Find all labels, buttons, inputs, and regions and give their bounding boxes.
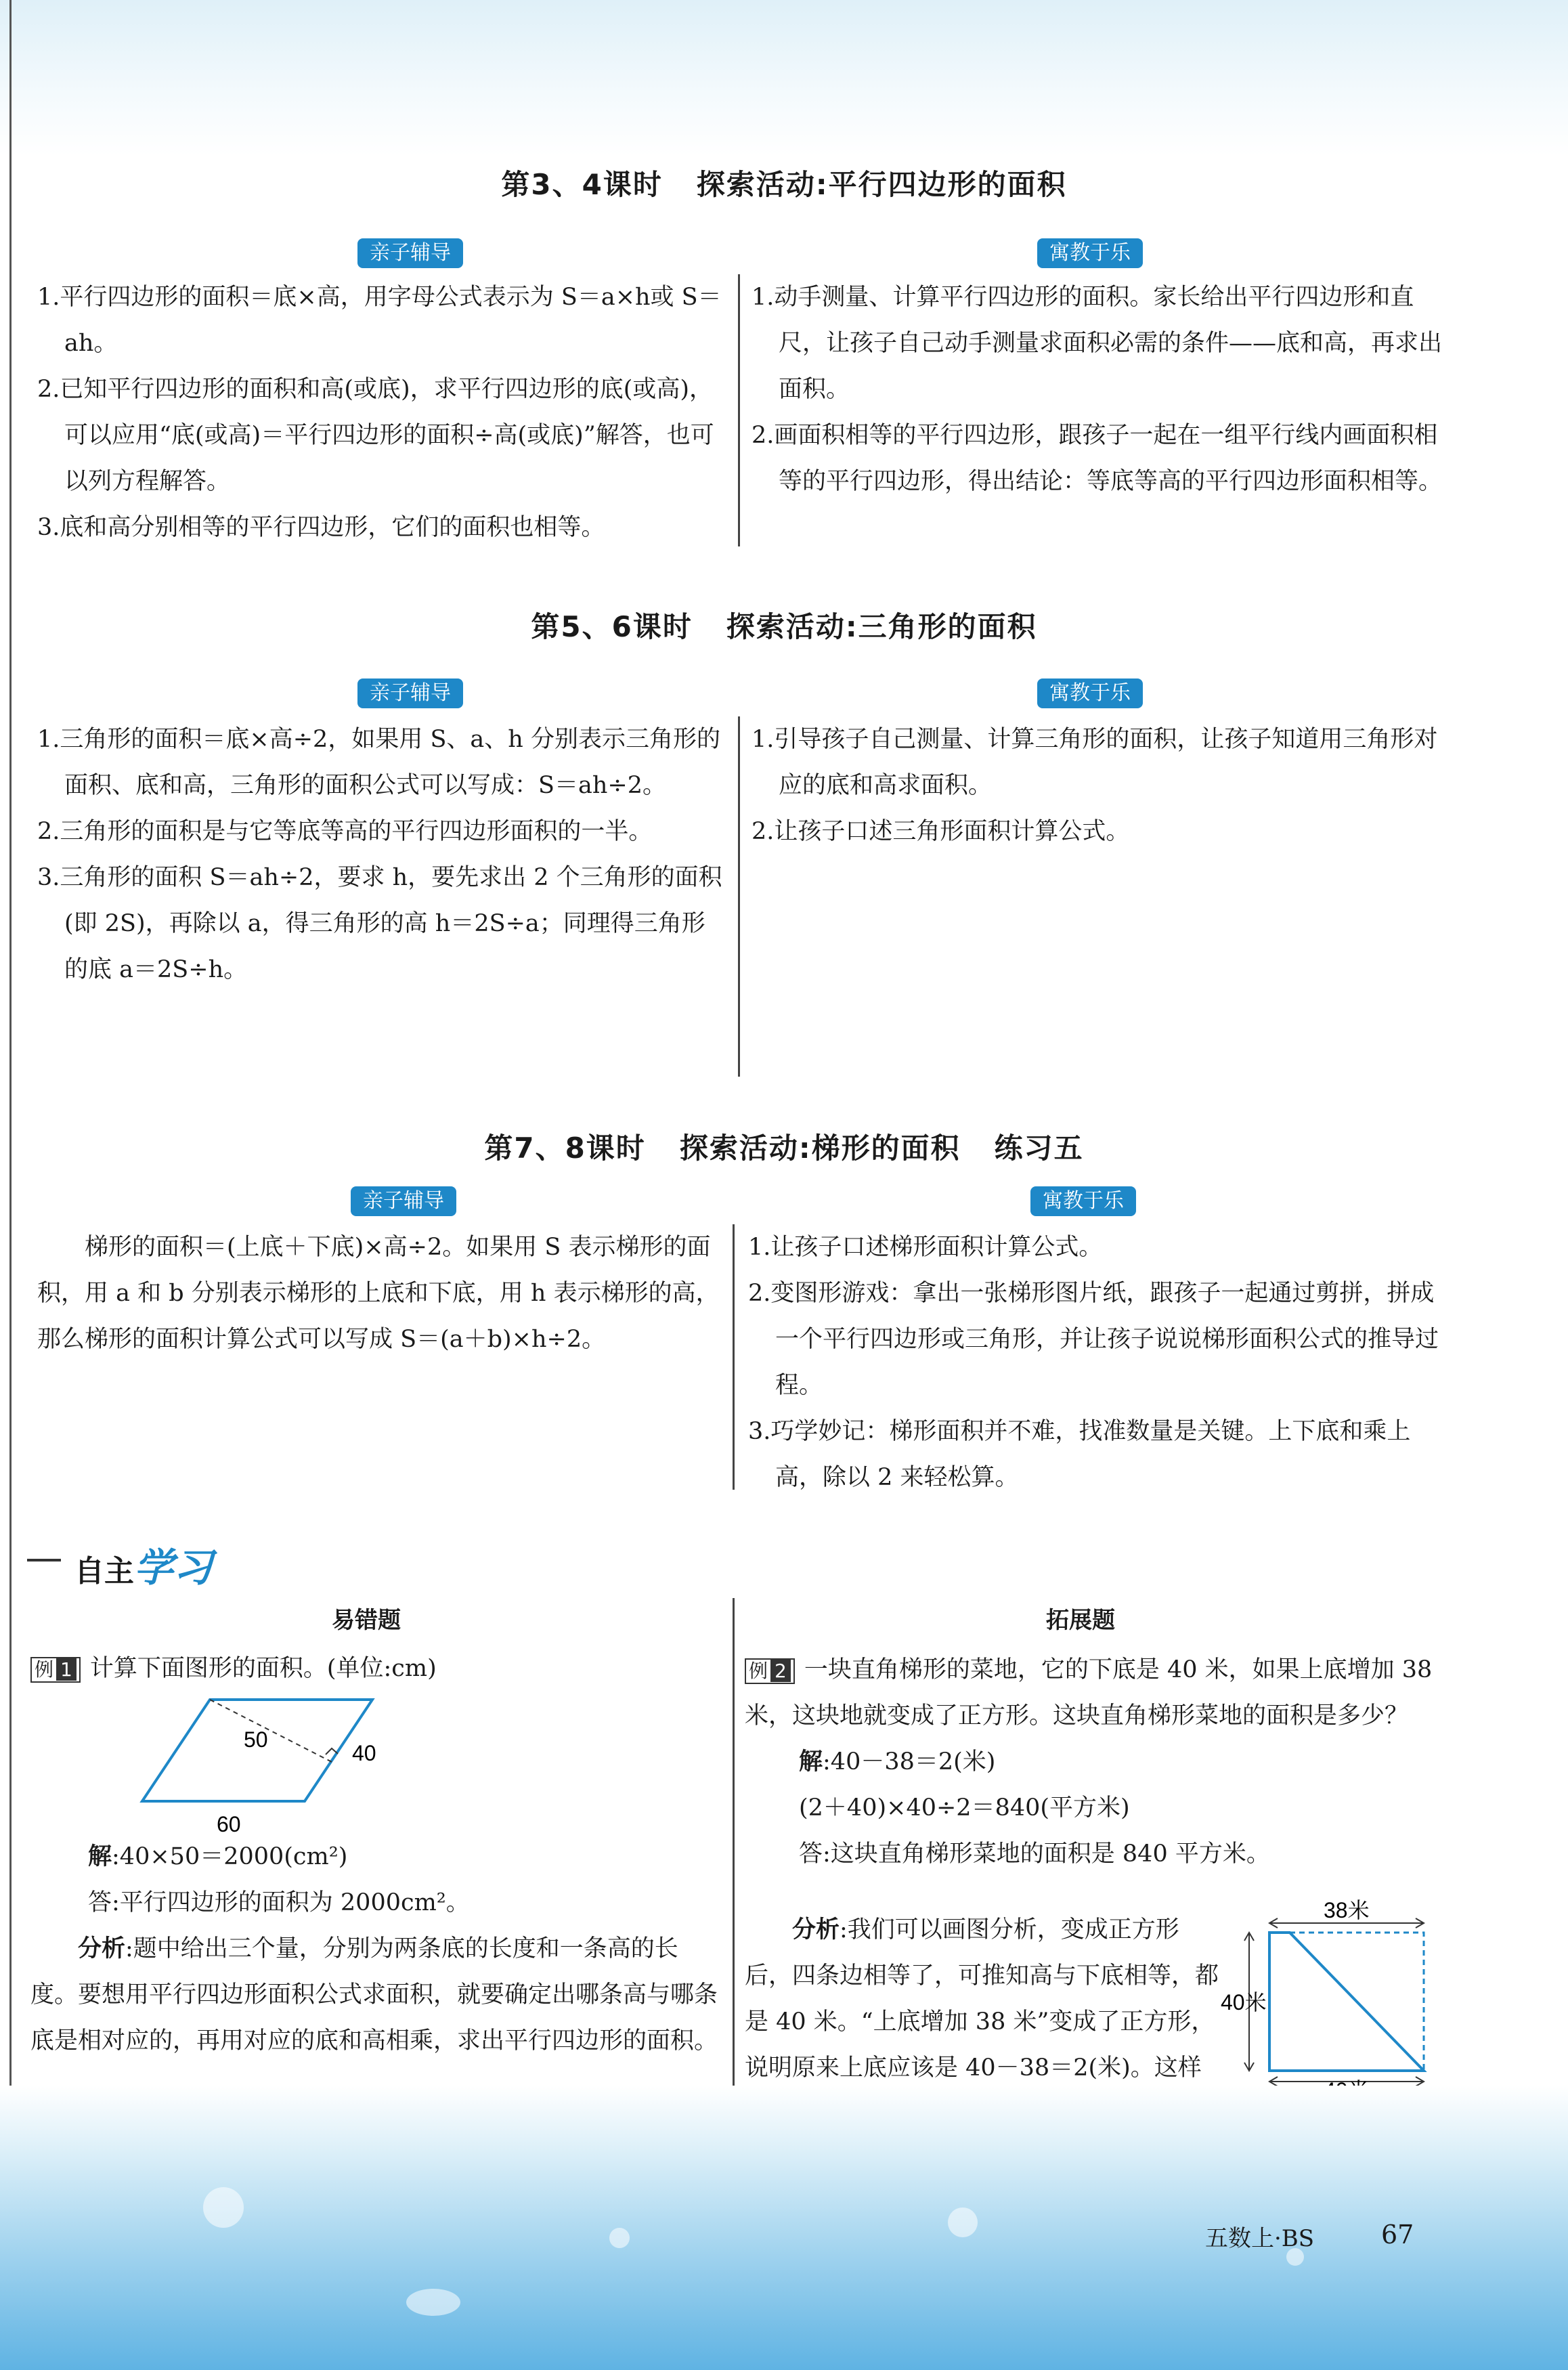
parent-guide-badge: 亲子辅导 [357, 238, 463, 268]
example-2 [745, 1647, 1442, 1877]
list-item: 3.巧学妙记：梯形面积并不难，找准数量是关键。上下底和乘上高，除以 2 来轻松算。 [748, 1418, 1411, 1491]
fun-learning-list [752, 716, 1442, 855]
self-study-rule [27, 1559, 61, 1561]
example-tag: 例 1 [30, 1657, 81, 1683]
section-number: 第7、8课时 [484, 1132, 646, 1165]
height-line [210, 1700, 332, 1762]
list-item: 1.动手测量、计算平行四边形的面积。家长给出平行四边形和直尺，让孩子自己动手测量求面积必需的条件——底和高，再求出面积。 [752, 284, 1443, 403]
question-text: 计算下面图形的面积。(单位:cm) [89, 1655, 437, 1682]
list-item: 1.让孩子口述梯形面积计算公式。 [748, 1234, 1103, 1261]
section-number: 第5、6课时 [531, 610, 693, 643]
example-tag: 例 2 [745, 1658, 795, 1684]
list-item: 1.平行四边形的面积＝底×高，用字母公式表示为 S＝a×h或 S＝ah。 [37, 284, 722, 357]
parent-guide-list [37, 716, 728, 993]
list-item: 2.画面积相等的平行四边形，跟孩子一起在一组平行线内画面积相等的平行四边形，得出结论：等底等高的平行四边形面积相等。 [752, 422, 1443, 495]
fun-learning-list [752, 274, 1442, 504]
trapezoid-shape [1269, 1933, 1424, 2071]
parent-guide-badge: 亲子辅导 [357, 678, 463, 708]
book-label: 五数上·BS [1205, 2225, 1315, 2252]
paragraph: 梯形的面积＝(上底＋下底)×高÷2。如果用 S 表示梯形的面积，用 a 和 b 分别表示梯形的上底和下底，用 h 表示梯形的高，那么梯形的面积计算公式可以写成 S＝(a＋b)×h÷2。 [37, 1234, 720, 1353]
list-item: 2.已知平行四边形的面积和高(或底)，求平行四边形的底(或高)，可以应用“底(或高)＝平行四边形的面积÷高(或底)”解答，也可以列方程解答。 [37, 376, 714, 495]
fun-learning-badge: 寓教于乐 [1037, 678, 1143, 708]
list-item: 3.三角形的面积 S＝ah÷2，要求 h，要先求出 2 个三角形的面积(即 2S)，再除以 a，得三角形的高 h＝2S÷a；同理得三角形的底 a＝2S÷h。 [37, 864, 722, 983]
fun-learning-list [748, 1224, 1442, 1501]
extension-heading: 拓展题 [1046, 1607, 1115, 1634]
column-divider [738, 716, 740, 1077]
fun-learning-badge: 寓教于乐 [1037, 238, 1143, 268]
section-topic: 探索活动:三角形的面积 [726, 610, 1037, 643]
parent-guide-list [37, 274, 728, 551]
page-number: 67 [1381, 2220, 1414, 2249]
list-item: 2.让孩子口述三角形面积计算公式。 [752, 818, 1130, 845]
left-label: 40米 [1221, 1990, 1267, 2014]
list-item: 1.三角形的面积＝底×高÷2，如果用 S、a、h 分别表示三角形的面积、底和高，三角形的面积公式可以写成：S＝ah÷2。 [37, 726, 720, 799]
list-item: 1.引导孩子自己测量、计算三角形的面积，让孩子知道用三角形对应的底和高求面积。 [752, 726, 1438, 799]
section-topic: 探索活动:平行四边形的面积 [696, 168, 1067, 201]
example-1-solution [30, 1834, 721, 2064]
binding-line [9, 0, 12, 2370]
analysis-text: 分析:我们可以画图分析，变成正方形后，四条边相等了，可推知高与下底相等，都是 40 米。“上底增加 38 米”变成了正方形，说明原来上底应该是 40－38＝2(米)。这样 [745, 1916, 1219, 2082]
self-study-title-b: 学习 [134, 1545, 213, 1591]
list-item: 2.三角形的面积是与它等底等高的平行四边形面积的一半。 [37, 818, 653, 845]
column-divider [733, 1598, 735, 2160]
sea-decoration [0, 2086, 1568, 2370]
height-label: 40 [352, 1741, 376, 1765]
top-label: 38米 [1324, 1898, 1370, 1922]
top-decoration [0, 0, 1568, 156]
list-item: 3.底和高分别相等的平行四边形，它们的面积也相等。 [37, 514, 605, 541]
list-item: 2.变图形游戏：拿出一张梯形图片纸，跟孩子一起通过剪拼，拼成一个平行四边形或三角形，并让孩子说说梯形面积公式的推导过程。 [748, 1280, 1439, 1399]
self-study-title [74, 1536, 213, 1593]
parent-guide-badge: 亲子辅导 [351, 1186, 456, 1216]
analysis-text: 分析:题中给出三个量，分别为两条底的长度和一条高的长度。要想用平行四边形面积公式求面积，就要确定出哪条高与哪条底是相对应的，再用对应的底和高相乘，求出平行四边形的面积。 [30, 1935, 718, 2054]
trapezoid-diagram [1221, 1898, 1445, 2100]
slant-label: 50 [244, 1727, 268, 1752]
column-divider [733, 1224, 735, 1490]
section-topic: 探索活动:梯形的面积 [679, 1132, 961, 1165]
base-label: 60 [217, 1812, 241, 1836]
answer-line: 答:这块直角梯形菜地的面积是 840 平方米。 [799, 1840, 1270, 1868]
column-divider [738, 274, 740, 546]
example-1 [30, 1645, 721, 1692]
section-title [0, 1126, 1568, 1167]
example-2-question [745, 1647, 1442, 1739]
solution-line: 解:40－38＝2(米) [799, 1748, 996, 1775]
parallelogram-diagram [129, 1686, 413, 1842]
section-number: 第3、4课时 [501, 168, 663, 201]
section-title [0, 605, 1568, 645]
question-text: 一块直角梯形的菜地，它的下底是 40 米，如果上底增加 38 米，这块地就变成了正方形。这块直角梯形菜地的面积是多少？ [745, 1656, 1433, 1729]
solution-line: 解:40×50＝2000(cm²) [88, 1843, 348, 1870]
solution-line: (2＋40)×40÷2＝840(平方米) [799, 1794, 1130, 1822]
self-study-title-a: 自主 [74, 1554, 134, 1589]
example-1-question [30, 1645, 721, 1692]
parent-guide-paragraph [37, 1224, 721, 1362]
answer-line: 答:平行四边形的面积为 2000cm²。 [88, 1889, 470, 1916]
section-title [0, 163, 1568, 203]
mistake-heading: 易错题 [332, 1607, 401, 1634]
section-extra: 练习五 [994, 1132, 1084, 1165]
fun-learning-badge: 寓教于乐 [1030, 1186, 1136, 1216]
